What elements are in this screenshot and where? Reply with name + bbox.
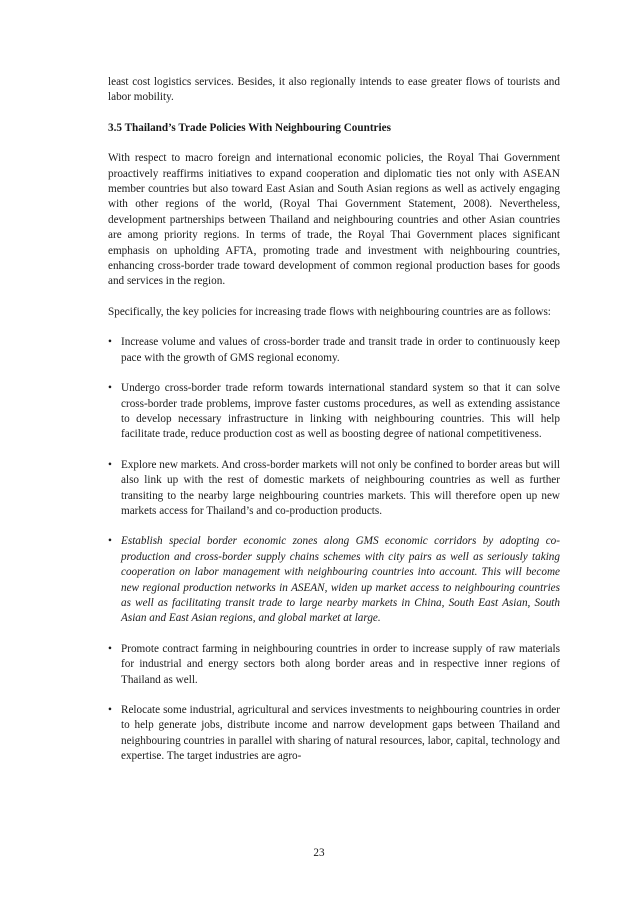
bullet-item	[108, 642, 560, 688]
bullet-icon: •	[108, 642, 112, 655]
bullet-item	[108, 534, 560, 626]
bullet-item	[108, 458, 560, 520]
bullet-text-italic: Establish special border economic zones along GMS economic corridors by adopting co-production and cross-border supply chains schemes with city pairs as well as seriously taking cooperation on labor management with neighbouring countries into account. This will become new regional production networks in ASEAN, widen up market access to neighbouring countries as well as facilitating transit trade to large nearby markets in China, South East Asian, South Asian and East Asian regions, and global market at large.	[121, 535, 560, 625]
bullet-text: Undergo cross-border trade reform towards international standard system so that it can solve cross-border trade problems, improve faster customs procedures, as well as extending assistance to develop necessary infrastructure in linking with neighbouring countries. This will help facilitate trade, reduce production cost as well as boosting degree of national competitiveness.	[121, 382, 560, 441]
bullet-item	[108, 381, 560, 443]
bullet-text: Relocate some industrial, agricultural and services investments to neighbouring countries in order to help generate jobs, distribute income and narrow development gaps between Thailand and neighbouring countries in parallel with sharing of natural resources, labor, capital, technology and expertise. The target industries are agro-	[121, 704, 560, 763]
bullet-icon: •	[108, 704, 112, 716]
bullet-icon: •	[108, 336, 112, 349]
bullet-icon: •	[108, 458, 112, 471]
bullet-text: Increase volume and values of cross-border trade and transit trade in order to continuously keep pace with the growth of GMS regional economy.	[121, 336, 560, 364]
bullet-icon: •	[108, 535, 112, 548]
bullet-text: Promote contract farming in neighbouring countries in order to increase supply of raw materials for industrial and energy sectors both along border areas and in respective inner regions of Thailand as well.	[121, 642, 560, 686]
section-heading: 3.5 Thailand’s Trade Policies With Neighbouring Countries	[108, 121, 391, 134]
body-paragraph: With respect to macro foreign and international economic policies, the Royal Thai Government proactively reaffirms initiatives to expand cooperation and diplomatic ties not only with ASEAN member countries but also toward East Asian and South Asian regions as well as actively engaging with other regions of the world, (Royal Thai Government Statement, 2008). Nevertheless, development partnerships between Thailand and neighbouring countries and other Asian countries are among priority regions. In terms of trade, the Royal Thai Government places significant emphasis on upholding AFTA, promoting trade and investment with neighbouring countries, enhancing cross-border trade toward development of common regional production bases for goods and services in the region.	[108, 152, 560, 288]
bullet-item	[108, 335, 560, 366]
body-paragraph: Specifically, the key policies for increasing trade flows with neighbouring countries are as follows:	[108, 305, 551, 318]
intro-paragraph: least cost logistics services. Besides, it also regionally intends to ease greater flows of tourists and labor mobility.	[108, 76, 560, 104]
bullet-item	[108, 703, 560, 765]
bullet-text: Explore new markets. And cross-border markets will not only be confined to border areas but will also link up with the rest of domestic markets of neighbouring countries as well as further transiting to the nearby large neighbouring countries markets. This will therefore open up new markets access for Thailand’s and co-production products.	[121, 458, 560, 517]
bullet-icon: •	[108, 382, 112, 395]
document-page	[108, 75, 560, 765]
page-number: 23	[313, 847, 325, 859]
